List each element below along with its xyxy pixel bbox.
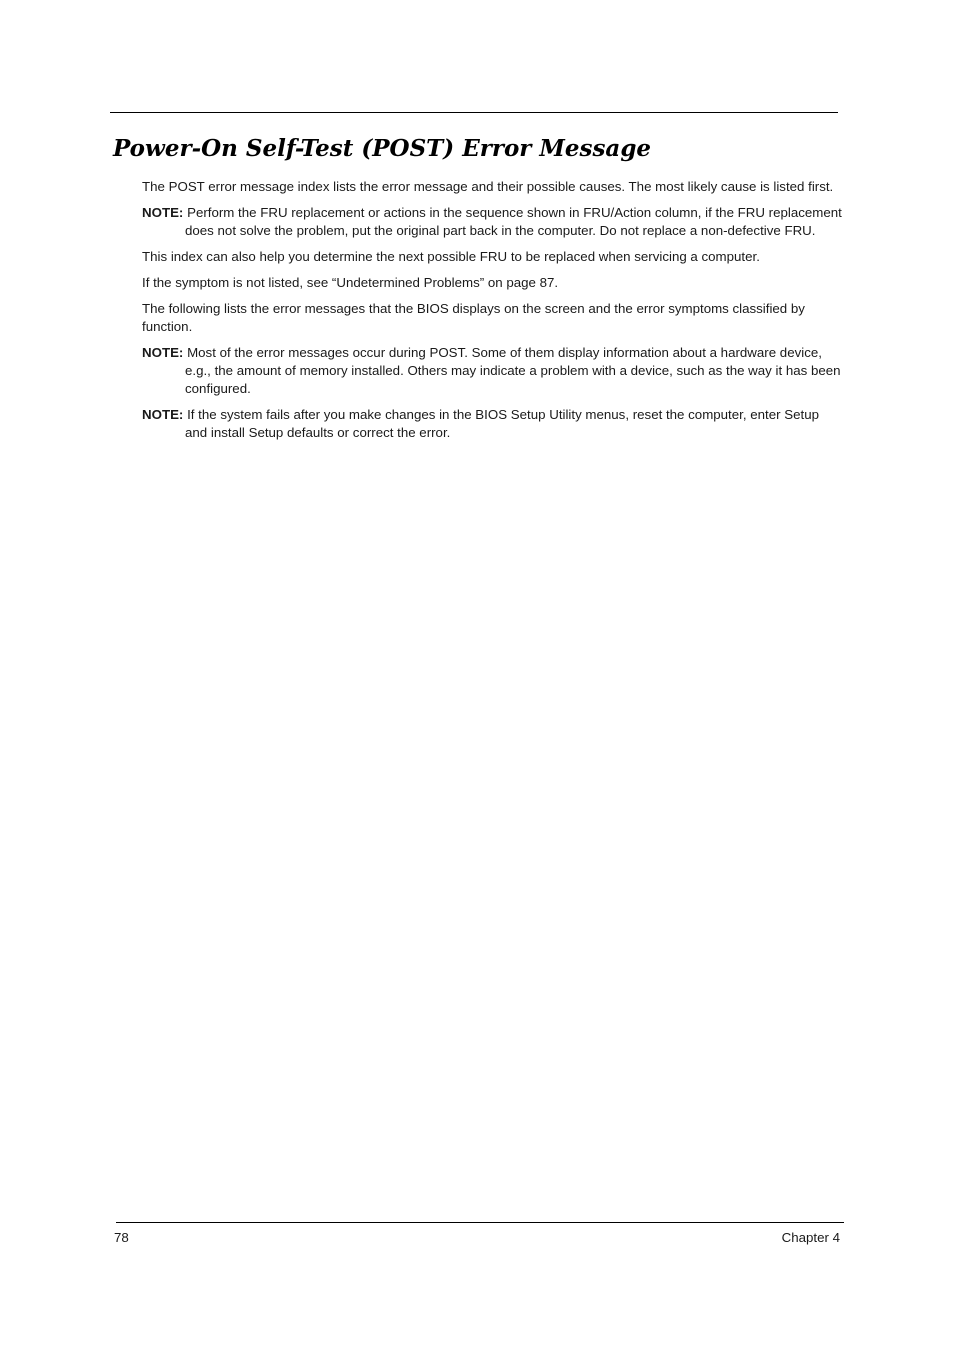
- page-title: Power-On Self-Test (POST) Error Message: [113, 135, 652, 162]
- footer-rule: [116, 1222, 844, 1223]
- note-text: If the system fails after you make changes in the BIOS Setup Utility menus, reset the computer, enter Setup and install Setup defaults or correct the error.: [183, 407, 819, 440]
- note-bios-setup: [142, 406, 842, 442]
- chapter-label: Chapter 4: [781, 1230, 840, 1245]
- header-rule: [110, 112, 838, 113]
- body-content: [142, 178, 842, 450]
- note-text: Most of the error messages occur during POST. Some of them display information about a hardware device, e.g., the amount of memory installed. Others may indicate a problem with a device, such as the way it has been configured.: [183, 345, 841, 396]
- note-label: NOTE:: [142, 407, 184, 422]
- note-label: NOTE:: [142, 205, 184, 220]
- note-label: NOTE:: [142, 345, 184, 360]
- note-post-messages: [142, 344, 842, 398]
- intro-paragraph: The POST error message index lists the error message and their possible causes. The most likely cause is listed first.: [142, 179, 834, 194]
- symptom-paragraph: If the symptom is not listed, see “Undetermined Problems” on page 87.: [142, 275, 559, 290]
- error-list-paragraph: The following lists the error messages that the BIOS displays on the screen and the error symptoms classified by function.: [142, 301, 805, 334]
- note-text: Perform the FRU replacement or actions in the sequence shown in FRU/Action column, if the FRU replacement does not solve the problem, put the original part back in the computer. Do not replace a non-defective FRU.: [183, 205, 842, 238]
- note-fru-replacement: [142, 204, 842, 240]
- index-paragraph: This index can also help you determine the next possible FRU to be replaced when servicing a computer.: [142, 249, 760, 264]
- page-number: 78: [114, 1230, 129, 1245]
